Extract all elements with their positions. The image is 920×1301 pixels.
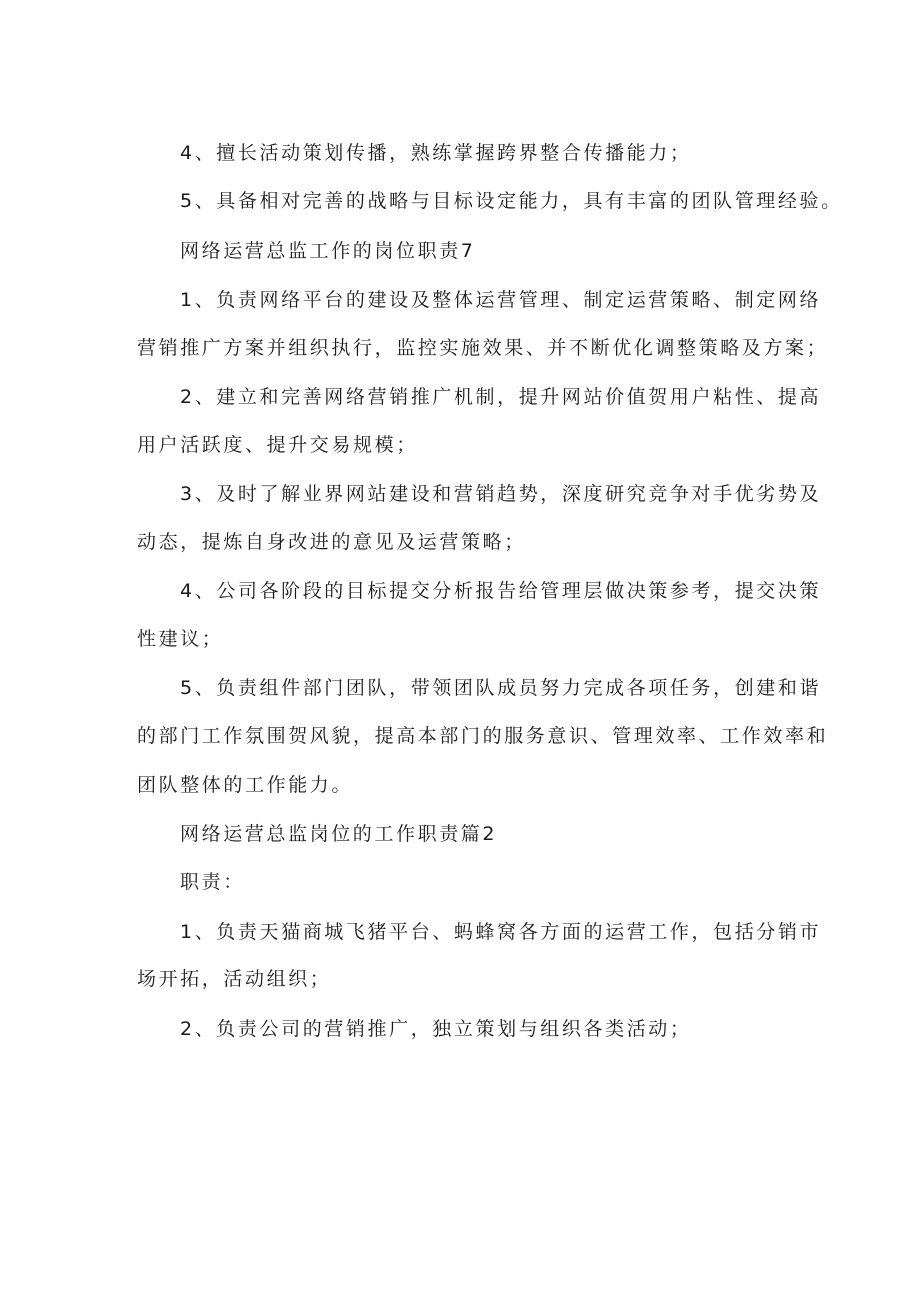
paragraph-line: 场开拓，活动组织；	[137, 968, 332, 990]
paragraph-line: 营销推广方案并组织执行，监控实施效果、并不断优化调整策略及方案；	[137, 337, 829, 359]
paragraph-line: 1、负责网络平台的建设及整体运营管理、制定运营策略、制定网络	[180, 289, 822, 311]
paragraph-line: 团队整体的工作能力。	[137, 774, 354, 796]
paragraph-line: 1、负责天猫商城飞猪平台、蚂蜂窝各方面的运营工作，包括分销市	[180, 921, 822, 943]
subheading: 职责：	[180, 871, 245, 893]
paragraph-line: 3、及时了解业界网站建设和营销趋势，深度研究竞争对手优劣势及	[180, 483, 822, 505]
paragraph-line: 4、擅长活动策划传播，熟练掌握跨界整合传播能力；	[180, 142, 692, 164]
paragraph-line: 的部门工作氛围贺风貌，提高本部门的服务意识、管理效率、工作效率和	[137, 725, 829, 747]
paragraph-line: 动态，提炼自身改进的意见及运营策略；	[137, 531, 526, 553]
paragraph-line: 4、公司各阶段的目标提交分析报告给管理层做决策参考，提交决策	[180, 580, 822, 602]
section-heading: 网络运营总监岗位的工作职责篇2	[180, 823, 498, 845]
paragraph-line: 2、负责公司的营销推广，独立策划与组织各类活动；	[180, 1018, 692, 1040]
paragraph-line: 2、建立和完善网络营销推广机制，提升网站价值贺用户粘性、提高	[180, 386, 822, 408]
paragraph-line: 性建议；	[137, 628, 224, 650]
section-heading: 网络运营总监工作的岗位职责7	[180, 240, 476, 262]
paragraph-line: 5、负责组件部门团队，带领团队成员努力完成各项任务，创建和谐	[180, 677, 822, 699]
paragraph-line: 用户活跃度、提升交易规模；	[137, 434, 418, 456]
paragraph-line: 5、具备相对完善的战略与目标设定能力，具有丰富的团队管理经验。	[180, 190, 843, 212]
